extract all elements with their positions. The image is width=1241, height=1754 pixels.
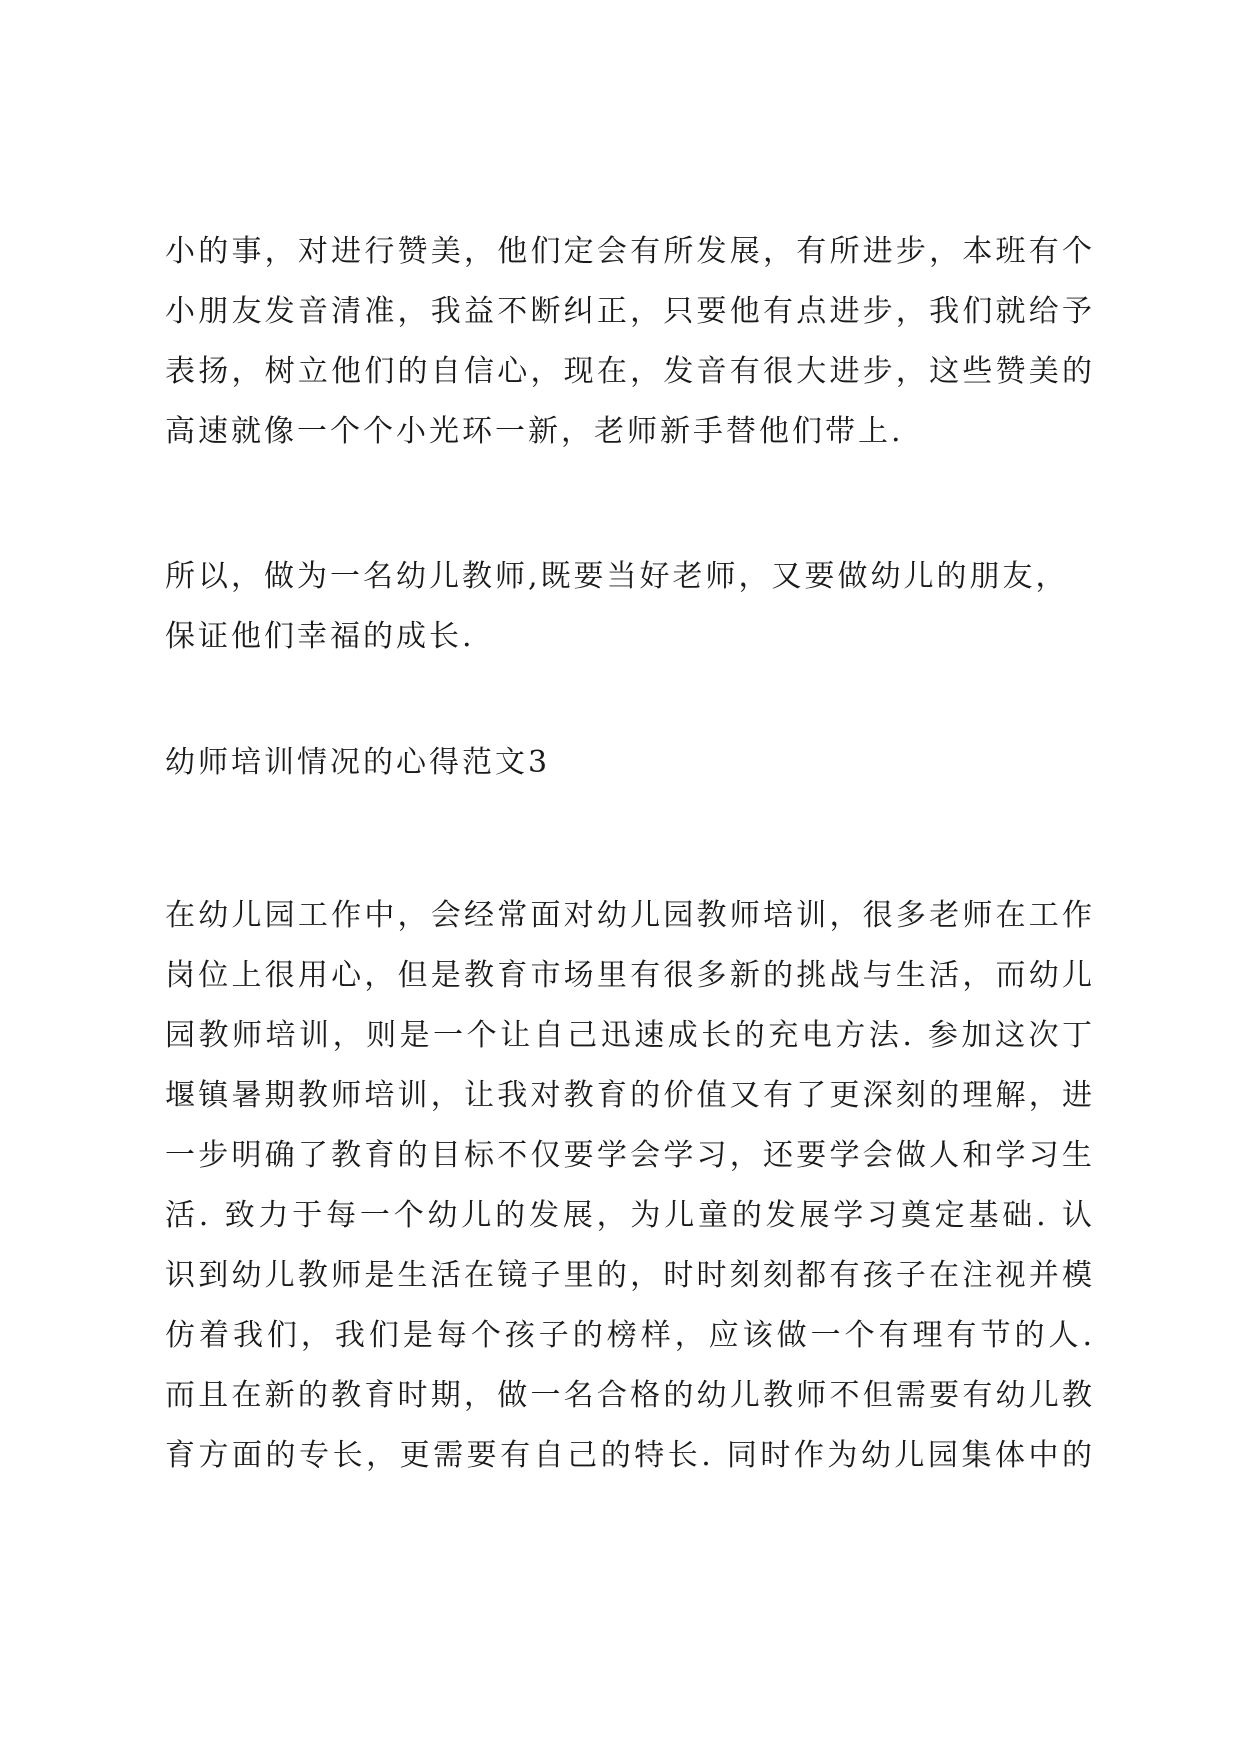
paragraph-praise [165, 222, 1095, 462]
paragraph-line: 而且在新的教育时期，做一名合格的幼儿教师不但需要有幼儿教 [165, 1378, 1095, 1413]
paragraph-line: 高速就像一个个小光环一新，老师新手替他们带上. [165, 414, 904, 449]
section-heading [165, 733, 1095, 793]
paragraph-line: 所以，做为一名幼儿教师,既要当好老师，又要做幼儿的朋友， [165, 559, 1069, 594]
paragraph-line: 表扬，树立他们的自信心，现在，发音有很大进步，这些赞美的 [165, 354, 1095, 389]
paragraph-line: 在幼儿园工作中，会经常面对幼儿园教师培训，很多老师在工作 [165, 898, 1095, 933]
paragraph-line: 小的事，对进行赞美，他们定会有所发展，有所进步，本班有个 [165, 234, 1095, 269]
paragraph-line: 一步明确了教育的目标不仅要学会学习，还要学会做人和学习生 [165, 1138, 1095, 1173]
paragraph-line: 园教师培训，则是一个让自己迅速成长的充电方法. 参加这次丁 [165, 1018, 1095, 1053]
section-heading-text: 幼师培训情况的心得范文3 [165, 745, 551, 780]
paragraph-line: 保证他们幸福的成长. [165, 619, 475, 654]
paragraph-line: 岗位上很用心，但是教育市场里有很多新的挑战与生活，而幼儿 [165, 958, 1095, 993]
paragraph-line: 育方面的专长，更需要有自己的特长. 同时作为幼儿园集体中的 [165, 1438, 1095, 1473]
paragraph-line: 堰镇暑期教师培训，让我对教育的价值又有了更深刻的理解，进 [165, 1078, 1095, 1113]
paragraph-line: 活. 致力于每一个幼儿的发展，为儿童的发展学习奠定基础. 认 [165, 1198, 1095, 1233]
paragraph-line: 小朋友发音清准，我益不断纠正，只要他有点进步，我们就给予 [165, 294, 1095, 329]
paragraph-line: 识到幼儿教师是生活在镜子里的，时时刻刻都有孩子在注视并模 [165, 1258, 1095, 1293]
paragraph-line: 仿着我们，我们是每个孩子的榜样，应该做一个有理有节的人. [165, 1318, 1095, 1353]
paragraph-training [165, 886, 1095, 1486]
paragraph-conclusion [165, 547, 1095, 667]
